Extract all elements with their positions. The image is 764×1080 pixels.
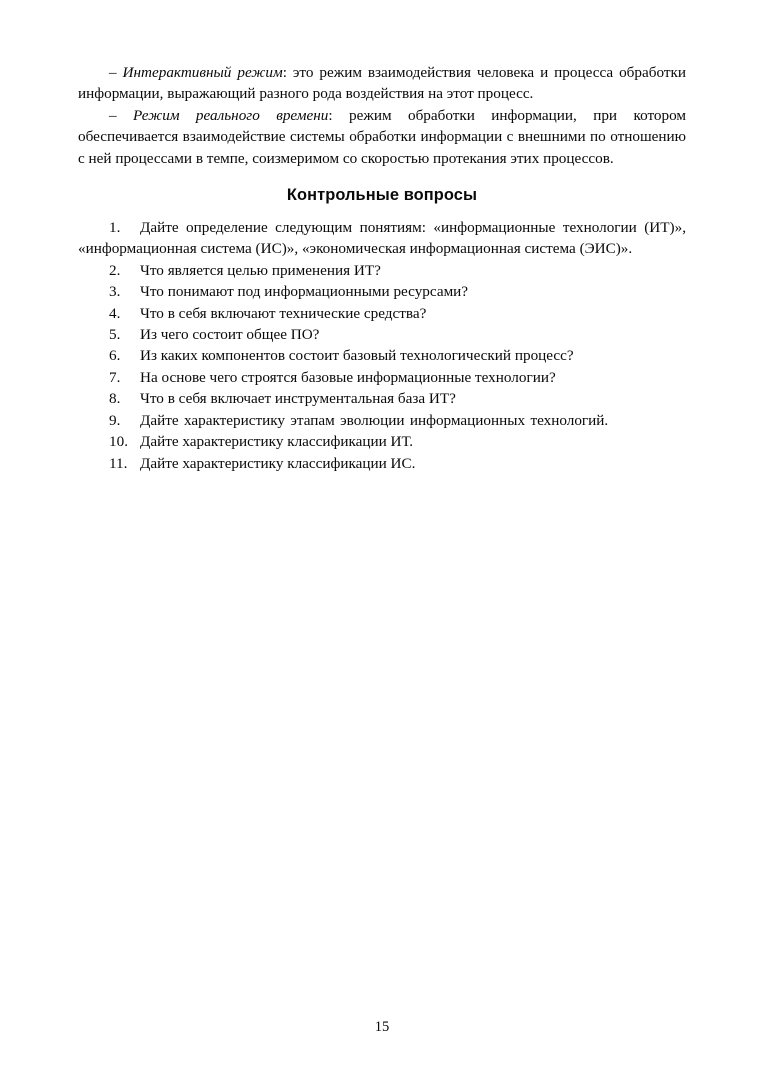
question-number: 11. (109, 454, 128, 472)
question-number: 6. (109, 347, 121, 365)
paragraph-realtime-mode-text: : режим обработки информации, при котором обеспечивается взаимодействие системы обработки информации с внешними по отношению с ней процессами в темпе, соизмеримом со скоростью протекания этих процессов. (78, 106, 686, 167)
question-number: 5. (109, 326, 121, 344)
term-realtime-mode: – Режим реального времени (109, 106, 329, 124)
question-number: 1. (109, 219, 121, 237)
paragraph-interactive-mode (78, 62, 686, 105)
list-item (78, 303, 686, 324)
question-text: Что понимают под информационными ресурсами? (140, 283, 469, 301)
page-number: 15 (374, 1019, 390, 1035)
term-interactive-mode: – Интерактивный режим (109, 64, 283, 81)
question-text: Дайте характеристику классификации ИС. (140, 454, 416, 472)
list-item (78, 388, 686, 409)
questions-list (78, 217, 686, 474)
paragraph-realtime-mode (78, 105, 686, 169)
question-text: Что является целью применения ИТ? (140, 261, 381, 279)
paragraph-interactive-mode-text: : это режим взаимодействия человека и процесса обработки информации, выражающий разного рода воздействия на этот процесс. (78, 64, 686, 103)
question-number: 7. (109, 368, 121, 386)
question-text: Что в себя включает инструментальная база ИТ? (140, 390, 456, 408)
question-number: 3. (109, 283, 121, 301)
list-item (78, 260, 686, 281)
question-text: Что в себя включают технические средства? (140, 304, 427, 322)
question-number: 2. (109, 261, 121, 279)
question-number: 4. (109, 304, 121, 322)
question-text: На основе чего строятся базовые информационные технологии? (140, 368, 556, 386)
list-item (78, 453, 686, 474)
question-number: 9. (109, 411, 121, 429)
question-text: Дайте определение следующим понятиям: «информационные технологии (ИТ)», «информационная система (ИС)», «экономическая информационная система (ЭИС)». (78, 219, 686, 258)
list-item (78, 367, 686, 388)
question-text: Из чего состоит общее ПО? (140, 326, 320, 344)
list-item (78, 345, 686, 366)
section-title-control-questions: Контрольные вопросы (286, 186, 478, 205)
list-item (78, 217, 686, 260)
question-text: Из каких компонентов состоит базовый технологический процесс? (140, 347, 574, 365)
list-item (78, 410, 686, 431)
question-number: 8. (109, 390, 121, 408)
list-item (78, 431, 686, 452)
question-number: 10. (109, 433, 128, 451)
list-item (78, 324, 686, 345)
question-text: Дайте характеристику классификации ИТ. (140, 433, 414, 451)
list-item (78, 281, 686, 302)
page-content (78, 62, 686, 474)
question-text: Дайте характеристику этапам эволюции информационных технологий. (140, 411, 609, 429)
